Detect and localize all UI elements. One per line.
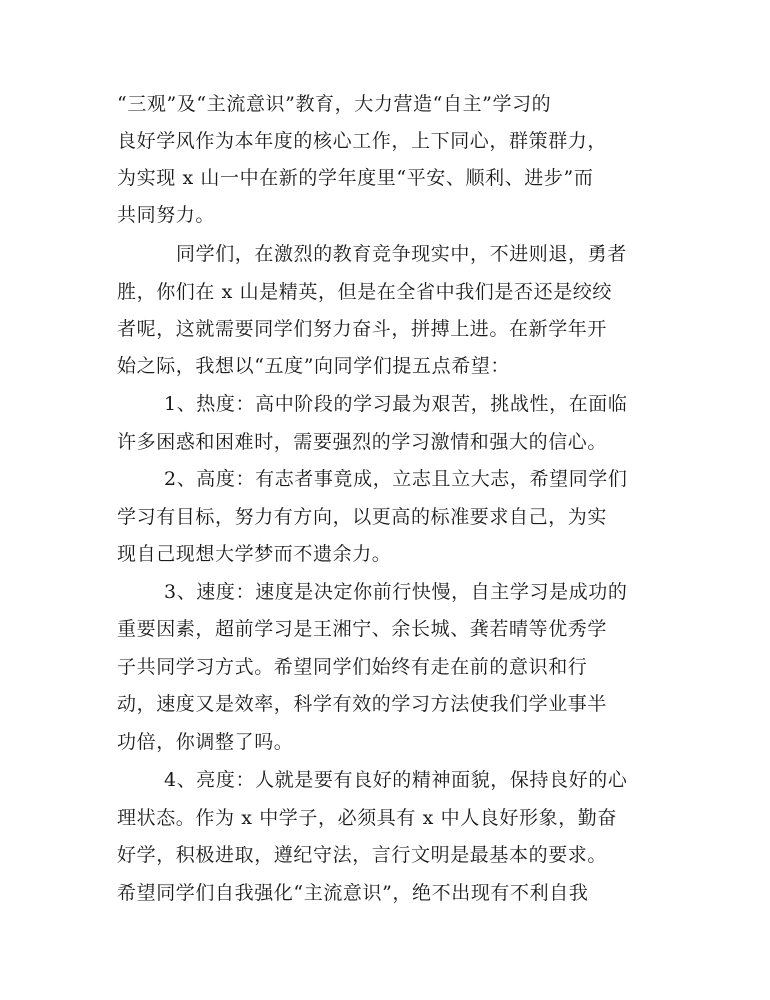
paragraph-first-line: 同学们，在激烈的教育竞争现实中，不进则退，勇者 [176,243,627,265]
text-line: 现自己现想大学梦而不遗余力。 [117,543,392,565]
text-line: 理状态。作为 x 中学子，必须具有 x 中人良好形象，勤奋 [117,807,617,829]
text-line: “三观”及“主流意识”教育，大力营造“自主”学习的 [117,93,552,115]
text-line: 良好学风作为本年度的核心工作，上下同心，群策群力， [117,130,608,152]
text-line: 希望同学们自我强化“主流意识”，绝不出现有不利自我 [117,882,589,904]
text-line: 功倍，你调整了吗。 [117,731,294,753]
text-line: 者呢，这就需要同学们努力奋斗，拼搏上进。在新学年开 [117,318,608,340]
text-line: 好学，积极进取，遵纪守法，言行文明是最基本的要求。 [117,844,608,866]
text-line: 动，速度又是效率，科学有效的学习方法使我们学业事半 [117,693,608,715]
text-line: 学习有目标，努力有方向，以更高的标准要求自己，为实 [117,506,608,528]
paragraph-first-line: 4、亮度：人就是要有良好的精神面貌，保持良好的心 [164,769,628,791]
paragraph-first-line: 1、热度：高中阶段的学习最为艰苦，挑战性，在面临 [164,393,628,415]
text-line: 胜，你们在 x 山是精英，但是在全省中我们是否还是绞绞 [117,281,612,303]
text-line: 共同努力。 [117,204,216,226]
paragraph-first-line: 2、高度：有志者事竟成，立志且立大志，希望同学们 [164,468,628,490]
text-line: 为实现 x 山一中在新的学年度里“平安、顺利、进步”而 [117,167,594,189]
text-line: 许多困惑和困难时，需要强烈的学习激情和强大的信心。 [117,431,608,453]
paragraph-first-line: 3、速度：速度是决定你前行快慢，自主学习是成功的 [164,581,628,603]
text-line: 重要因素，超前学习是王湘宁、余长城、龚若晴等优秀学 [117,618,608,640]
text-line: 子共同学习方式。希望同学们始终有走在前的意识和行 [117,656,588,678]
text-line: 始之际，我想以“五度”向同学们提五点希望： [117,355,511,377]
